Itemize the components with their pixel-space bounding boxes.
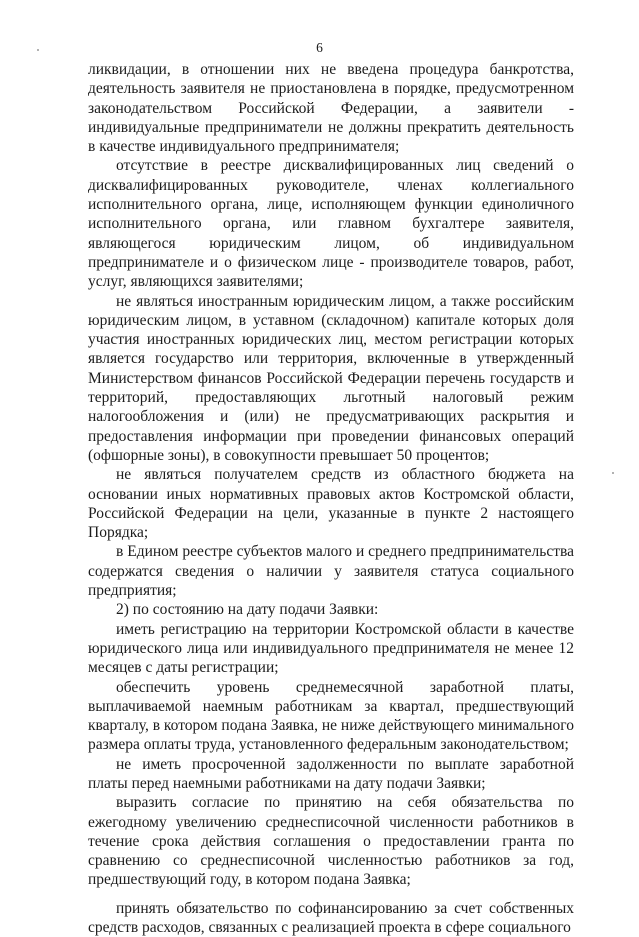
page-number: 6 — [316, 40, 323, 55]
paragraph-foreign-entity: не являться иностранным юридическим лицом, а также российским юридическим лицом, в уставном (складочном) капитале которых доля участия иностранных юридических лиц, местом регистрации которых является государство или территория, включенные в утвержденный Министерством финансов Российской Федерации перечень государств и территорий, предоставляющих льготный налоговый режим налогообложения и (или) не предусматривающих раскрытия и предоставления информации при проведении финансовых операций (офшорные зоны), в совокупности превышает 50 процентов; — [88, 292, 574, 464]
paragraph-no-wage-arrears: не иметь просроченной задолженности по выплате заработной платы перед наемными работниками на дату подачи Заявки; — [88, 755, 574, 792]
paragraph-average-salary: обеспечить уровень среднемесячной заработной платы, выплачиваемой наемным работникам за квартал, предшествующий кварталу, в котором подана Заявка, не ниже действующего минимального размера оплаты труда, установленного федеральным законодательством; — [88, 678, 574, 754]
paragraph-disqualified-persons: отсутствие в реестре дисквалифицированных лиц сведений о дисквалифицированных руководителе, членах коллегиального исполнительного органа, лице, исполняющем функции единоличного исполнительного органа, или главном бухгалтере заявителя, являющегося юридическим лицом, об индивидуальном предпринимателе и о физическом лице - производителе товаров, работ, услуг, являющихся заявителями; — [88, 157, 574, 291]
paragraph-as-of-application-date: 2) по состоянию на дату подачи Заявки: — [116, 601, 379, 619]
scan-speck — [612, 472, 614, 474]
paragraph-liquidation-continued: ликвидации, в отношении них не введена процедура банкротства, деятельность заявителя не приостановлена в порядке, предусмотренном законодательством Российской Федерации, а заявители - индивидуальные предприниматели не должны прекратить деятельность в качестве индивидуального предпринимателя; — [88, 61, 574, 156]
paragraph-regional-registration: иметь регистрацию на территории Костромской области в качестве юридического лица или индивидуального предпринимателя не менее 12 месяцев с даты регистрации; — [88, 620, 574, 677]
paragraph-not-budget-recipient: не являться получателем средств из областного бюджета на основании иных нормативных правовых актов Костромской области, Российской Федерации на цели, указанные в пункте 2 настоящего Порядка; — [88, 466, 574, 542]
paragraph-cofinancing: принять обязательство по софинансированию за счет собственных средств расходов, связанных с реализацией проекта в сфере социального — [88, 899, 574, 937]
scan-speck — [37, 49, 39, 51]
paragraph-sme-registry: в Едином реестре субъектов малого и среднего предпринимательства содержатся сведения о наличии у заявителя статуса социального предприятия; — [88, 543, 574, 600]
paragraph-headcount-growth: выразить согласие по принятию на себя обязательства по ежегодному увеличению среднесписочной численности работников в течение срока действия соглашения о предоставлении гранта по сравнению со среднесписочной численностью работников за год, предшествующий году, в котором подана Заявка; — [88, 794, 574, 889]
document-body — [88, 60, 574, 937]
